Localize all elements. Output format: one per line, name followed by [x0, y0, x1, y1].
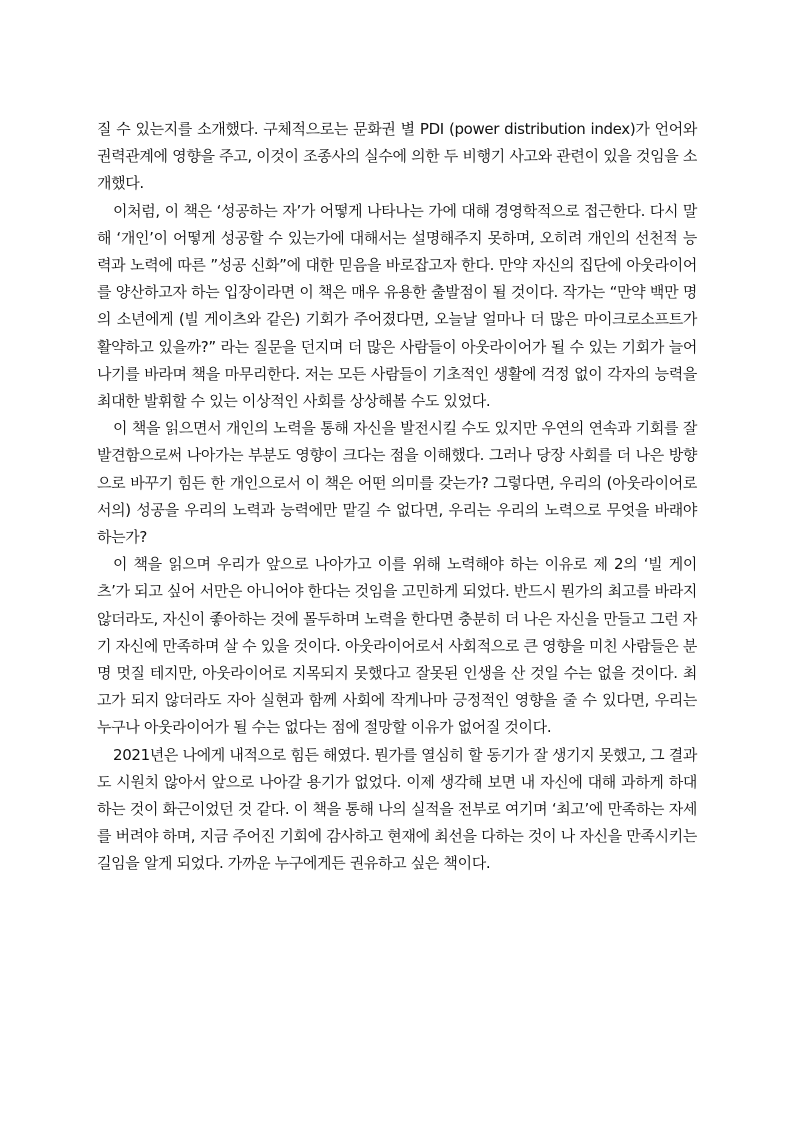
- paragraph-1: 질 수 있는지를 소개했다. 구체적으로는 문화권 별 PDI (power distribution index)가 언어와 권력관계에 영향을 주고, 이것이 조종사의 실수에 의한 두 비행기 사고와 관련이 있을 것임을 소개했다.: [97, 120, 697, 193]
- paragraph-4: 이 책을 읽으며 우리가 앞으로 나아가고 이를 위해 노력해야 하는 이유로 제 2의 ‘빌 게이츠’가 되고 싶어 서만은 아니어야 한다는 것임을 고민하게 되었다. 반드시 뭔가의 최고를 바라지 않더라도, 자신이 좋아하는 것에 몰두하며 노력을 한다면 충분히 더 나은 자신을 만들고 그런 자기 자신에 만족하며 살 수 있을 것이다. 아웃라이어로서 사회적으로 큰 영향을 미친 사람들은 분명 멋질 테지만, 아웃라이어로 지목되지 못했다고 잘못된 인생을 산 것일 수는 없을 것이다. 최고가 되지 않더라도 자아 실현과 함께 사회에 작게나마 긍정적인 영향을 줄 수 있다면, 우리는 누구나 아웃라이어가 될 수는 없다는 점에 절망할 이유가 없어질 것이다.: [97, 555, 697, 737]
- paragraph-5: 2021년은 나에게 내적으로 힘든 해였다. 뭔가를 열심히 할 동기가 잘 생기지 못했고, 그 결과도 시원치 않아서 앞으로 나아갈 용기가 없었다. 이제 생각해 보면 내 자신에 대해 과하게 하대하는 것이 화근이었던 것 같다. 이 책을 통해 나의 실적을 전부로 여기며 ‘최고’에 만족하는 자세를 버려야 하며, 지금 주어진 기회에 감사하고 현재에 최선을 다하는 것이 나 자신을 만족시키는 길임을 알게 되었다. 가까운 누구에게든 권유하고 싶은 책이다.: [97, 745, 697, 873]
- essay-body: [97, 116, 697, 878]
- paragraph-3: 이 책을 읽으면서 개인의 노력을 통해 자신을 발전시킬 수도 있지만 우연의 연속과 기회를 잘 발견함으로써 나아가는 부분도 영향이 크다는 점을 이해했다. 그러나 당장 사회를 더 나은 방향으로 바꾸기 힘든 한 개인으로서 이 책은 어떤 의미를 갖는가? 그렇다면, 우리의 (아웃라이어로서의) 성공을 우리의 노력과 능력에만 맡길 수 없다면, 우리는 우리의 노력으로 무엇을 바래야 하는가?: [97, 419, 697, 547]
- paragraph-2: 이처럼, 이 책은 ‘성공하는 자’가 어떻게 나타나는 가에 대해 경영학적으로 접근한다. 다시 말해 ‘개인’이 어떻게 성공할 수 있는가에 대해서는 설명해주지 못하며, 오히려 개인의 선천적 능력과 노력에 따른 ”성공 신화”에 대한 믿음을 바로잡고자 한다. 만약 자신의 집단에 아웃라이어를 양산하고자 하는 입장이라면 이 책은 매우 유용한 출발점이 될 것이다. 작가는 “만약 백만 명의 소년에게 (빌 게이츠와 같은) 기회가 주어졌다면, 오늘날 얼마나 더 많은 마이크로소프트가 활약하고 있을까?” 라는 질문을 던지며 더 많은 사람들이 아웃라이어가 될 수 있는 기회가 늘어나기를 바라며 책을 마무리한다. 저는 모든 사람들이 기초적인 생활에 걱정 없이 각자의 능력을 최대한 발휘할 수 있는 이상적인 사회를 상상해볼 수도 있었다.: [97, 201, 697, 411]
